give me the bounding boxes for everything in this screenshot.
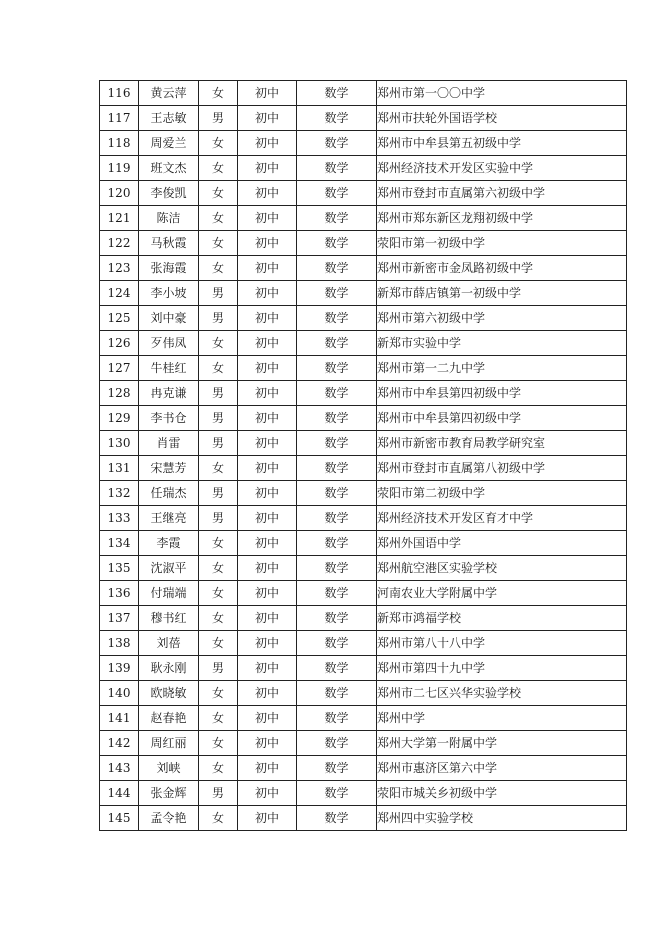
school-level-cell: 初中 <box>238 81 297 106</box>
school-level-cell: 初中 <box>238 806 297 831</box>
serial-number-cell: 133 <box>100 506 139 531</box>
table-row <box>100 656 627 681</box>
school-level-cell: 初中 <box>238 281 297 306</box>
gender-cell: 男 <box>199 781 238 806</box>
school-name-cell: 郑州四中实验学校 <box>377 806 627 831</box>
teacher-name-cell: 周爱兰 <box>139 131 199 156</box>
subject-cell: 数学 <box>297 156 377 181</box>
school-level-cell: 初中 <box>238 431 297 456</box>
table-row <box>100 706 627 731</box>
school-name-cell: 郑州市郑东新区龙翔初级中学 <box>377 206 627 231</box>
serial-number-cell: 116 <box>100 81 139 106</box>
school-name-cell: 河南农业大学附属中学 <box>377 581 627 606</box>
gender-cell: 女 <box>199 606 238 631</box>
teacher-name-cell: 刘中豪 <box>139 306 199 331</box>
school-name-cell: 郑州经济技术开发区实验中学 <box>377 156 627 181</box>
gender-cell: 男 <box>199 406 238 431</box>
table-row <box>100 306 627 331</box>
school-name-cell: 荥阳市城关乡初级中学 <box>377 781 627 806</box>
gender-cell: 男 <box>199 306 238 331</box>
subject-cell: 数学 <box>297 581 377 606</box>
teacher-name-cell: 王志敏 <box>139 106 199 131</box>
serial-number-cell: 125 <box>100 306 139 331</box>
school-name-cell: 郑州市第四十九中学 <box>377 656 627 681</box>
school-name-cell: 郑州市第一〇〇中学 <box>377 81 627 106</box>
subject-cell: 数学 <box>297 306 377 331</box>
teacher-name-cell: 刘峡 <box>139 756 199 781</box>
gender-cell: 男 <box>199 656 238 681</box>
table-row <box>100 156 627 181</box>
table-row <box>100 556 627 581</box>
school-level-cell: 初中 <box>238 181 297 206</box>
serial-number-cell: 135 <box>100 556 139 581</box>
gender-cell: 女 <box>199 731 238 756</box>
table-row <box>100 331 627 356</box>
roster-table <box>99 80 627 831</box>
serial-number-cell: 141 <box>100 706 139 731</box>
gender-cell: 女 <box>199 356 238 381</box>
serial-number-cell: 137 <box>100 606 139 631</box>
school-level-cell: 初中 <box>238 381 297 406</box>
serial-number-cell: 136 <box>100 581 139 606</box>
subject-cell: 数学 <box>297 606 377 631</box>
school-level-cell: 初中 <box>238 456 297 481</box>
gender-cell: 男 <box>199 281 238 306</box>
school-level-cell: 初中 <box>238 731 297 756</box>
subject-cell: 数学 <box>297 506 377 531</box>
subject-cell: 数学 <box>297 656 377 681</box>
gender-cell: 女 <box>199 81 238 106</box>
serial-number-cell: 127 <box>100 356 139 381</box>
gender-cell: 男 <box>199 381 238 406</box>
table-row <box>100 681 627 706</box>
school-name-cell: 郑州市扶轮外国语学校 <box>377 106 627 131</box>
gender-cell: 女 <box>199 256 238 281</box>
subject-cell: 数学 <box>297 456 377 481</box>
serial-number-cell: 140 <box>100 681 139 706</box>
teacher-name-cell: 牛桂红 <box>139 356 199 381</box>
school-level-cell: 初中 <box>238 556 297 581</box>
table-row <box>100 606 627 631</box>
school-name-cell: 郑州市新密市金凤路初级中学 <box>377 256 627 281</box>
school-level-cell: 初中 <box>238 606 297 631</box>
teacher-name-cell: 王继亮 <box>139 506 199 531</box>
teacher-name-cell: 穆书红 <box>139 606 199 631</box>
teacher-name-cell: 李书仓 <box>139 406 199 431</box>
teacher-name-cell: 沈淑平 <box>139 556 199 581</box>
serial-number-cell: 142 <box>100 731 139 756</box>
gender-cell: 女 <box>199 231 238 256</box>
serial-number-cell: 126 <box>100 331 139 356</box>
gender-cell: 女 <box>199 181 238 206</box>
table-row <box>100 456 627 481</box>
serial-number-cell: 128 <box>100 381 139 406</box>
subject-cell: 数学 <box>297 731 377 756</box>
school-level-cell: 初中 <box>238 231 297 256</box>
school-level-cell: 初中 <box>238 256 297 281</box>
serial-number-cell: 132 <box>100 481 139 506</box>
serial-number-cell: 130 <box>100 431 139 456</box>
gender-cell: 女 <box>199 756 238 781</box>
table-row <box>100 81 627 106</box>
gender-cell: 女 <box>199 681 238 706</box>
school-name-cell: 荥阳市第一初级中学 <box>377 231 627 256</box>
subject-cell: 数学 <box>297 631 377 656</box>
gender-cell: 女 <box>199 331 238 356</box>
subject-cell: 数学 <box>297 481 377 506</box>
school-level-cell: 初中 <box>238 581 297 606</box>
gender-cell: 女 <box>199 631 238 656</box>
table-row <box>100 256 627 281</box>
table-row <box>100 356 627 381</box>
subject-cell: 数学 <box>297 106 377 131</box>
table-row <box>100 406 627 431</box>
teacher-name-cell: 周红丽 <box>139 731 199 756</box>
subject-cell: 数学 <box>297 181 377 206</box>
school-name-cell: 郑州市二七区兴华实验学校 <box>377 681 627 706</box>
teacher-name-cell: 任瑞杰 <box>139 481 199 506</box>
teacher-name-cell: 欧晓敏 <box>139 681 199 706</box>
teacher-name-cell: 刘蓓 <box>139 631 199 656</box>
gender-cell: 女 <box>199 556 238 581</box>
teacher-name-cell: 付瑞端 <box>139 581 199 606</box>
school-name-cell: 郑州中学 <box>377 706 627 731</box>
teacher-name-cell: 张金辉 <box>139 781 199 806</box>
school-name-cell: 新郑市薛店镇第一初级中学 <box>377 281 627 306</box>
teacher-name-cell: 张海霞 <box>139 256 199 281</box>
school-name-cell: 郑州市新密市教育局教学研究室 <box>377 431 627 456</box>
school-name-cell: 郑州市中牟县第四初级中学 <box>377 406 627 431</box>
teacher-name-cell: 孟令艳 <box>139 806 199 831</box>
teacher-name-cell: 肖雷 <box>139 431 199 456</box>
serial-number-cell: 117 <box>100 106 139 131</box>
school-level-cell: 初中 <box>238 131 297 156</box>
subject-cell: 数学 <box>297 131 377 156</box>
serial-number-cell: 123 <box>100 256 139 281</box>
teacher-name-cell: 冉克谦 <box>139 381 199 406</box>
teacher-name-cell: 赵春艳 <box>139 706 199 731</box>
subject-cell: 数学 <box>297 231 377 256</box>
table-row <box>100 431 627 456</box>
subject-cell: 数学 <box>297 406 377 431</box>
table-row <box>100 231 627 256</box>
serial-number-cell: 120 <box>100 181 139 206</box>
subject-cell: 数学 <box>297 281 377 306</box>
table-row <box>100 806 627 831</box>
serial-number-cell: 139 <box>100 656 139 681</box>
serial-number-cell: 145 <box>100 806 139 831</box>
school-name-cell: 郑州市第一二九中学 <box>377 356 627 381</box>
serial-number-cell: 144 <box>100 781 139 806</box>
school-level-cell: 初中 <box>238 406 297 431</box>
gender-cell: 女 <box>199 581 238 606</box>
subject-cell: 数学 <box>297 556 377 581</box>
table-row <box>100 206 627 231</box>
roster-table-body <box>100 81 627 831</box>
school-level-cell: 初中 <box>238 481 297 506</box>
subject-cell: 数学 <box>297 706 377 731</box>
school-name-cell: 郑州大学第一附属中学 <box>377 731 627 756</box>
school-name-cell: 郑州市中牟县第五初级中学 <box>377 131 627 156</box>
gender-cell: 男 <box>199 506 238 531</box>
teacher-name-cell: 马秋霞 <box>139 231 199 256</box>
school-level-cell: 初中 <box>238 531 297 556</box>
serial-number-cell: 119 <box>100 156 139 181</box>
school-level-cell: 初中 <box>238 331 297 356</box>
table-row <box>100 781 627 806</box>
teacher-name-cell: 耿永刚 <box>139 656 199 681</box>
subject-cell: 数学 <box>297 806 377 831</box>
gender-cell: 男 <box>199 481 238 506</box>
teacher-name-cell: 李霞 <box>139 531 199 556</box>
school-name-cell: 郑州市惠济区第六中学 <box>377 756 627 781</box>
school-name-cell: 郑州市第六初级中学 <box>377 306 627 331</box>
subject-cell: 数学 <box>297 331 377 356</box>
teacher-name-cell: 李小坡 <box>139 281 199 306</box>
table-row <box>100 731 627 756</box>
school-name-cell: 郑州经济技术开发区育才中学 <box>377 506 627 531</box>
school-level-cell: 初中 <box>238 706 297 731</box>
gender-cell: 男 <box>199 431 238 456</box>
teacher-name-cell: 李俊凯 <box>139 181 199 206</box>
gender-cell: 女 <box>199 806 238 831</box>
subject-cell: 数学 <box>297 756 377 781</box>
teacher-name-cell: 班文杰 <box>139 156 199 181</box>
school-level-cell: 初中 <box>238 681 297 706</box>
school-name-cell: 新郑市鸿福学校 <box>377 606 627 631</box>
serial-number-cell: 124 <box>100 281 139 306</box>
table-row <box>100 506 627 531</box>
serial-number-cell: 118 <box>100 131 139 156</box>
subject-cell: 数学 <box>297 356 377 381</box>
school-name-cell: 荥阳市第二初级中学 <box>377 481 627 506</box>
table-row <box>100 481 627 506</box>
serial-number-cell: 131 <box>100 456 139 481</box>
table-row <box>100 531 627 556</box>
serial-number-cell: 138 <box>100 631 139 656</box>
table-row <box>100 281 627 306</box>
subject-cell: 数学 <box>297 781 377 806</box>
school-name-cell: 郑州市登封市直属第六初级中学 <box>377 181 627 206</box>
gender-cell: 女 <box>199 156 238 181</box>
school-level-cell: 初中 <box>238 156 297 181</box>
table-row <box>100 756 627 781</box>
teacher-name-cell: 歹伟凤 <box>139 331 199 356</box>
subject-cell: 数学 <box>297 681 377 706</box>
serial-number-cell: 129 <box>100 406 139 431</box>
table-row <box>100 581 627 606</box>
table-row <box>100 131 627 156</box>
school-level-cell: 初中 <box>238 306 297 331</box>
teacher-name-cell: 陈洁 <box>139 206 199 231</box>
school-level-cell: 初中 <box>238 206 297 231</box>
subject-cell: 数学 <box>297 531 377 556</box>
table-row <box>100 181 627 206</box>
table-row <box>100 631 627 656</box>
serial-number-cell: 143 <box>100 756 139 781</box>
school-name-cell: 郑州市登封市直属第八初级中学 <box>377 456 627 481</box>
serial-number-cell: 134 <box>100 531 139 556</box>
serial-number-cell: 122 <box>100 231 139 256</box>
school-name-cell: 郑州市中牟县第四初级中学 <box>377 381 627 406</box>
school-name-cell: 郑州航空港区实验学校 <box>377 556 627 581</box>
gender-cell: 女 <box>199 206 238 231</box>
school-level-cell: 初中 <box>238 656 297 681</box>
gender-cell: 女 <box>199 706 238 731</box>
school-level-cell: 初中 <box>238 756 297 781</box>
school-level-cell: 初中 <box>238 106 297 131</box>
school-name-cell: 新郑市实验中学 <box>377 331 627 356</box>
subject-cell: 数学 <box>297 206 377 231</box>
gender-cell: 女 <box>199 456 238 481</box>
subject-cell: 数学 <box>297 81 377 106</box>
teacher-name-cell: 黄云萍 <box>139 81 199 106</box>
school-level-cell: 初中 <box>238 631 297 656</box>
subject-cell: 数学 <box>297 431 377 456</box>
table-row <box>100 381 627 406</box>
school-level-cell: 初中 <box>238 356 297 381</box>
school-level-cell: 初中 <box>238 781 297 806</box>
serial-number-cell: 121 <box>100 206 139 231</box>
subject-cell: 数学 <box>297 256 377 281</box>
subject-cell: 数学 <box>297 381 377 406</box>
school-level-cell: 初中 <box>238 506 297 531</box>
teacher-name-cell: 宋慧芳 <box>139 456 199 481</box>
table-row <box>100 106 627 131</box>
gender-cell: 男 <box>199 106 238 131</box>
school-name-cell: 郑州市第八十八中学 <box>377 631 627 656</box>
school-name-cell: 郑州外国语中学 <box>377 531 627 556</box>
gender-cell: 女 <box>199 531 238 556</box>
gender-cell: 女 <box>199 131 238 156</box>
